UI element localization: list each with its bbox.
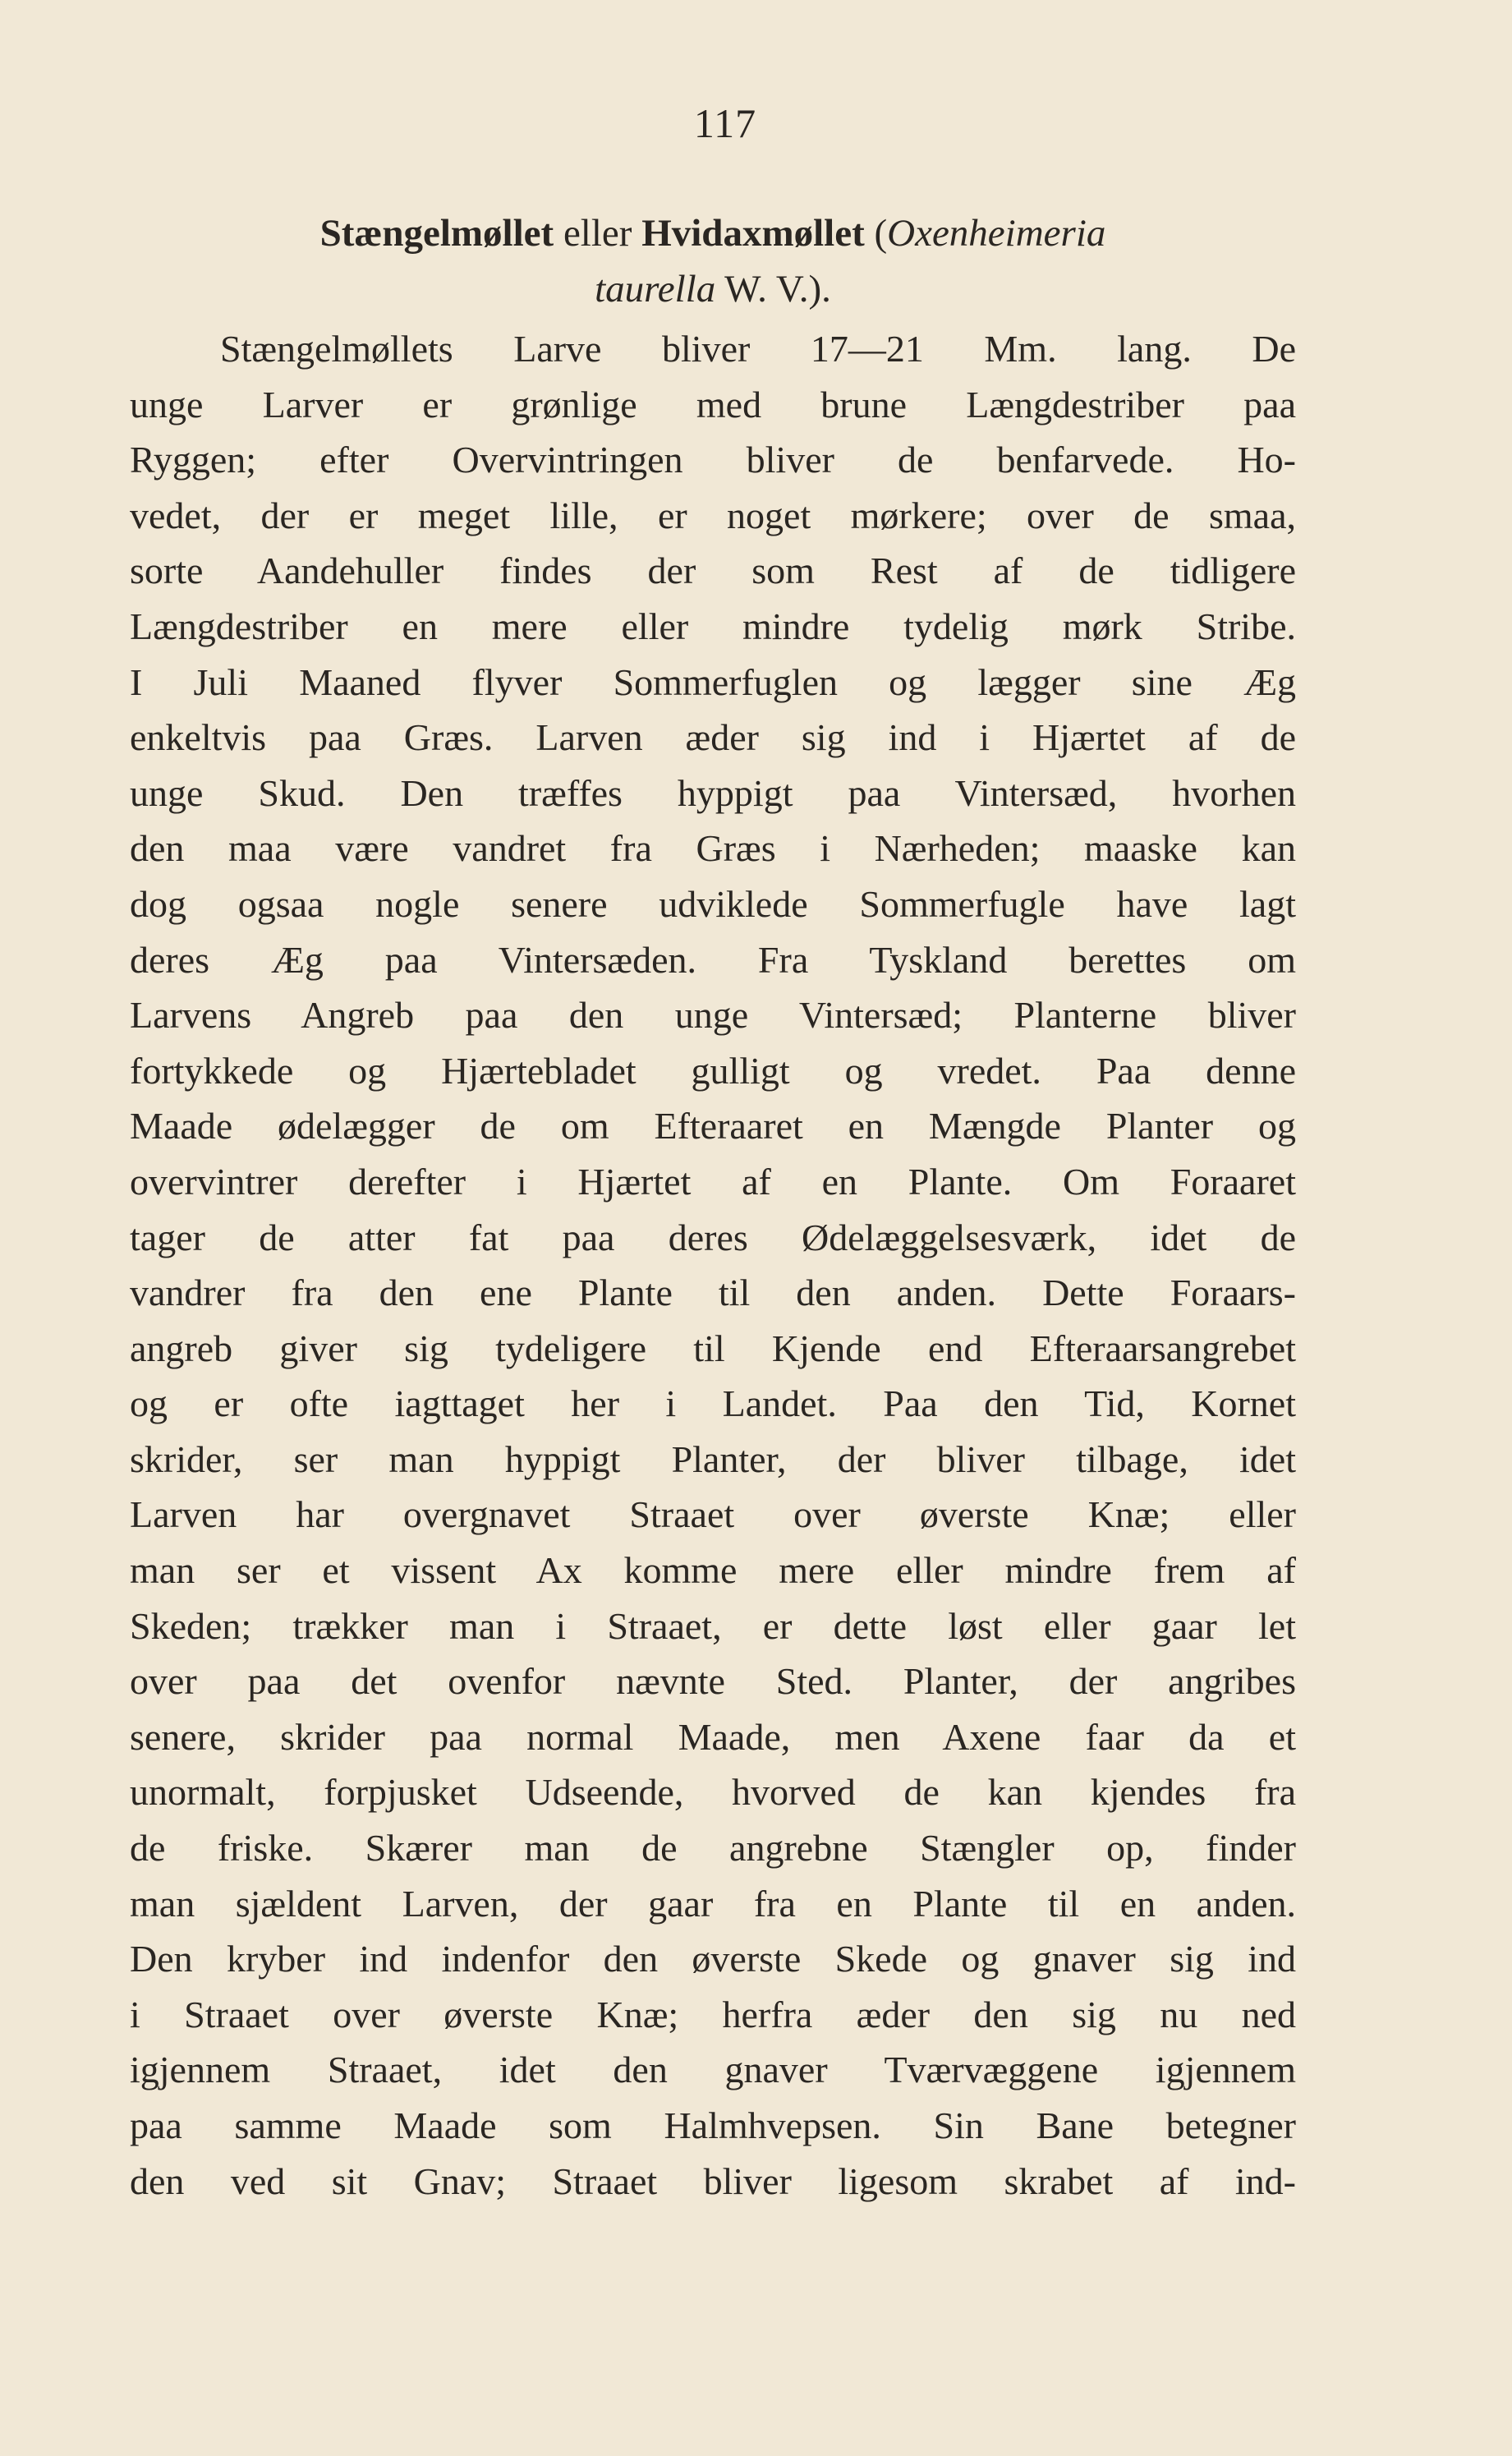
text-line: dog ogsaa nogle senere udviklede Sommerfugle have lagt <box>130 882 1296 925</box>
section-heading <box>130 205 1296 317</box>
text-line: Ryggen; efter Overvintringen bliver de benfarvede. Ho- <box>130 439 1296 481</box>
text-line: man sjældent Larven, der gaar fra en Plante til en anden. <box>130 1882 1296 1925</box>
text-line: Længdestriber en mere eller mindre tydelig mørk Stribe. <box>130 605 1296 647</box>
text-line: vandrer fra den ene Plante til den anden. Dette Foraars- <box>130 1272 1296 1314</box>
latin-genus: Oxenheimeria <box>887 212 1106 255</box>
text-line: enkeltvis paa Græs. Larven æder sig ind i Hjærtet af de <box>130 716 1296 759</box>
text-line: I Juli Maaned flyver Sommerfuglen og lægger sine Æg <box>130 660 1296 703</box>
heading-line-2 <box>130 261 1296 317</box>
latin-species: taurella <box>595 268 716 310</box>
common-name-2: Hvidaxmøllet <box>641 212 865 255</box>
species-authority: W. V.). <box>724 268 831 310</box>
text-line: overvintrer derefter i Hjærtet af en Plante. Om Foraaret <box>130 1160 1296 1203</box>
text-line: deres Æg paa Vintersæden. Fra Tyskland berettes om <box>130 938 1296 981</box>
text-line: sorte Aandehuller findes der som Rest af de tidligere <box>130 550 1296 592</box>
text-line: og er ofte iagttaget her i Landet. Paa den Tid, Kornet <box>130 1382 1296 1425</box>
text-line: Den kryber ind indenfor den øverste Skede og gnaver sig ind <box>130 1938 1296 1980</box>
book-page <box>130 99 1296 2209</box>
text-line: man ser et vissent Ax komme mere eller mindre frem af <box>130 1549 1296 1592</box>
heading-line-1 <box>130 205 1296 261</box>
text-line: angreb giver sig tydeligere til Kjende end Efteraarsangrebet <box>130 1327 1296 1369</box>
text-line: Skeden; trækker man i Straaet, er dette løst eller gaar let <box>130 1604 1296 1647</box>
text-line: vedet, der er meget lille, er noget mørkere; over de smaa, <box>130 494 1296 536</box>
text-line: den maa være vandret fra Græs i Nærheden; maaske kan <box>130 827 1296 870</box>
text-line: de friske. Skærer man de angrebne Stængler op, finder <box>130 1827 1296 1870</box>
text-line: unge Larver er grønlige med brune Længdestriber paa <box>130 383 1296 425</box>
open-paren: ( <box>874 212 888 255</box>
text-line: Larven har overgnavet Straaet over øverste Knæ; eller <box>130 1493 1296 1536</box>
text-line: unormalt, forpjusket Udseende, hvorved de kan kjendes fra <box>130 1771 1296 1814</box>
text-line: paa samme Maade som Halmhvepsen. Sin Bane betegner <box>130 2104 1296 2146</box>
common-name-1: Stængelmøllet <box>319 212 554 255</box>
page-number: 117 <box>693 100 757 146</box>
text-line: Larvens Angreb paa den unge Vintersæd; Planterne bliver <box>130 994 1296 1037</box>
text-line: Maade ødelægger de om Efteraaret en Mængde Planter og <box>130 1105 1296 1148</box>
text-line: den ved sit Gnav; Straaet bliver ligesom skrabet af ind- <box>130 2159 1296 2202</box>
text-line: senere, skrider paa normal Maade, men Axene faar da et <box>130 1715 1296 1758</box>
text-line: over paa det ovenfor nævnte Sted. Planter, der angribes <box>130 1660 1296 1703</box>
text-line: i Straaet over øverste Knæ; herfra æder den sig nu ned <box>130 1993 1296 2035</box>
text-line: fortykkede og Hjærtebladet gulligt og vredet. Paa denne <box>130 1049 1296 1092</box>
text-line: skrider, ser man hyppigt Planter, der bliver tilbage, idet <box>130 1437 1296 1480</box>
text-line: tager de atter fat paa deres Ødelæggelsesværk, idet de <box>130 1216 1296 1258</box>
text-line: igjennem Straaet, idet den gnaver Tværvæggene igjennem <box>130 2049 1296 2091</box>
text-line: unge Skud. Den træffes hyppigt paa Vintersæd, hvorhen <box>130 771 1296 814</box>
body-paragraph <box>130 321 1296 2209</box>
heading-connector: eller <box>563 212 632 255</box>
text-line: Stængelmøllets Larve bliver 17—21 Mm. lang. De <box>220 328 1296 370</box>
